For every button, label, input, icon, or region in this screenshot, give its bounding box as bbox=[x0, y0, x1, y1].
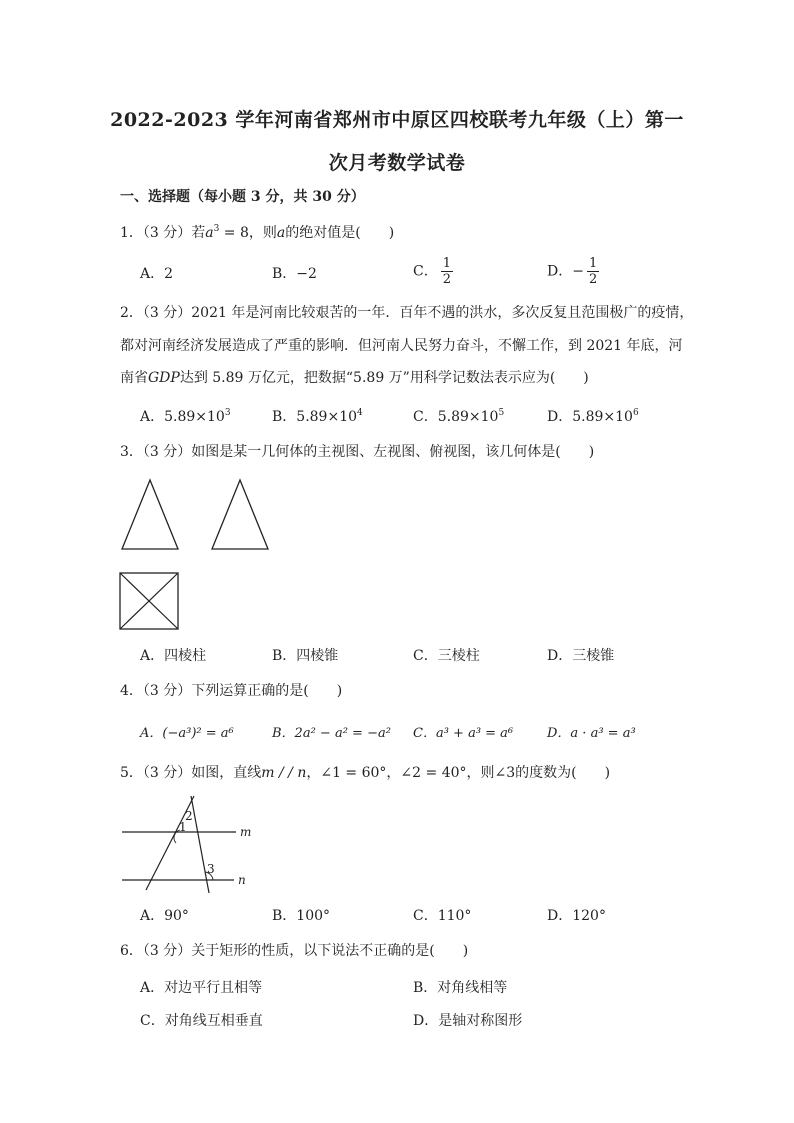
q4-option-a: A．(−a³)² = a⁶ bbox=[140, 726, 234, 741]
q4-option-b: B．2a² − a² = −a² bbox=[272, 726, 391, 741]
label-line-m: m bbox=[240, 825, 252, 839]
q4-option-c: C．a³ + a³ = a⁶ bbox=[413, 726, 514, 741]
q1-option-b: B．−2 bbox=[272, 266, 317, 282]
q5-option-c: C．110° bbox=[413, 908, 472, 924]
q1-a-symbol: a bbox=[205, 225, 214, 241]
q2-option-d-text: D．5.89×10 bbox=[547, 409, 633, 425]
q2-line3-post: 达到 5.89 万亿元，把数据“5.89 万”用科学记数法表示应为( ) bbox=[179, 370, 589, 386]
label-angle-2: 2 bbox=[185, 809, 193, 823]
q1-exponent: 3 bbox=[213, 224, 220, 234]
fraction-numerator: 1 bbox=[442, 256, 451, 271]
q1-option-c-label: C． bbox=[413, 263, 438, 280]
q1-a-symbol-2: a bbox=[276, 225, 286, 241]
q1-option-d-label: D．− bbox=[547, 263, 584, 280]
q3-option-c: C．三棱柱 bbox=[413, 648, 480, 664]
q2-option-b-exp: 4 bbox=[357, 408, 363, 418]
question-2-line-2: 都对河南经济发展造成了严重的影响．但河南人民努力奋斗，不懈工作，到 2021 年底，河 bbox=[120, 338, 683, 354]
q5-stem-angles: ，∠1 = 60°，∠2 = 40°，则∠3的度数为( ) bbox=[306, 765, 611, 781]
q2-line3-pre: 南省 bbox=[120, 370, 148, 386]
q2-option-a-exp: 3 bbox=[224, 408, 231, 418]
question-6-stem: 6．（3 分）关于矩形的性质，以下说法不正确的是( ) bbox=[120, 943, 469, 959]
fraction-numerator: 1 bbox=[588, 256, 598, 271]
q3-option-d: D．三棱锥 bbox=[547, 648, 615, 664]
q5-parallel-lines: m / / n bbox=[261, 765, 307, 781]
q2-option-a-text: A．5.89×10 bbox=[140, 409, 225, 425]
q6-option-b: B．对角线相等 bbox=[413, 980, 508, 996]
question-2-line-1: 2．（3 分）2021 年是河南比较艰苦的一年．百年不遇的洪水，多次反复且范围极广的疫情， bbox=[120, 305, 694, 321]
q6-option-c: C．对角线互相垂直 bbox=[140, 1013, 263, 1029]
q1-equation: = 8 bbox=[219, 225, 249, 241]
question-4-stem: 4．（3 分）下列运算正确的是( ) bbox=[120, 683, 343, 699]
q4-option-d: D．a · a³ = a³ bbox=[547, 726, 636, 741]
q5-stem-pre: 5．（3 分）如图，直线 bbox=[120, 765, 262, 781]
q2-option-b-text: B．5.89×10 bbox=[272, 409, 358, 425]
page-title-line1: 2022-2023 学年河南省郑州市中原区四校联考九年级（上）第一 bbox=[110, 109, 684, 131]
label-line-n: n bbox=[238, 873, 246, 887]
section-heading: 一、选择题（每小题 3 分，共 30 分） bbox=[120, 189, 365, 205]
q2-gdp: GDP bbox=[148, 370, 180, 386]
page-title-line2: 次月考数学试卷 bbox=[328, 152, 466, 174]
q5-option-b: B．100° bbox=[272, 908, 331, 924]
q1-stem-pre: 1．（3 分）若 bbox=[120, 225, 206, 241]
q1-option-a: A．2 bbox=[140, 266, 174, 282]
label-angle-1: 1 bbox=[179, 820, 187, 834]
fraction-denominator: 2 bbox=[588, 272, 598, 287]
q1-stem-post: 的绝对值是( ) bbox=[285, 225, 395, 241]
q2-option-c-text: C．5.89×10 bbox=[413, 409, 499, 425]
q2-option-d-exp: 6 bbox=[632, 408, 639, 418]
q6-option-d: D．是轴对称图形 bbox=[413, 1013, 523, 1029]
q1-stem-mid: ，则 bbox=[248, 225, 277, 241]
q5-option-a: A．90° bbox=[140, 908, 189, 924]
transversal-right bbox=[191, 796, 209, 893]
q3-option-b: B．四棱锥 bbox=[272, 648, 339, 664]
q6-option-a: A．对边平行且相等 bbox=[140, 980, 263, 996]
q2-option-c-exp: 5 bbox=[498, 408, 505, 418]
label-angle-3: 3 bbox=[207, 862, 215, 876]
question-3-stem: 3．（3 分）如图是某一几何体的主视图、左视图、俯视图，该几何体是( ) bbox=[120, 444, 595, 460]
q5-option-d: D．120° bbox=[547, 908, 606, 924]
q3-option-a: A．四棱柱 bbox=[140, 648, 207, 664]
fraction-denominator: 2 bbox=[442, 272, 451, 287]
